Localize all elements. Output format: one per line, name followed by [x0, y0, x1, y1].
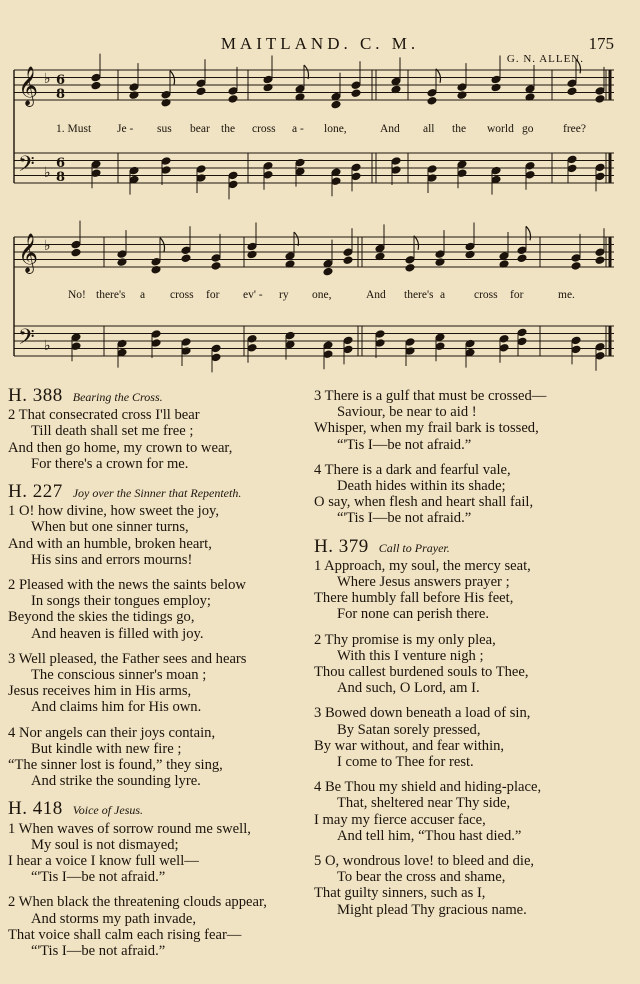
bass-note [499, 335, 509, 344]
verse [8, 503, 308, 568]
verse-line: 4 There is a dark and fearful vale, [314, 461, 511, 478]
bass-note [457, 160, 467, 169]
treble-note [129, 83, 139, 92]
bass-note [181, 338, 191, 347]
lyric-syllable: sus [157, 123, 172, 135]
hymn-title: Joy over the Sinner that Repenteth. [72, 486, 242, 501]
verse-line: And claims him for His own. [31, 699, 202, 716]
bass-note [595, 343, 605, 352]
lyric-syllable: me. [558, 289, 575, 301]
verse-spacer [8, 716, 308, 725]
verse-line: 2 Thy promise is my only plea, [314, 631, 496, 648]
verse-line: Thou callest burdened souls to Thee, [314, 664, 529, 681]
verse [8, 725, 308, 790]
bass-note [571, 345, 581, 354]
lyric-syllable: And [380, 123, 400, 135]
verse [314, 853, 636, 918]
lyric-syllable: the [452, 123, 467, 135]
treble-note [427, 89, 437, 98]
verse-line: For there's a crown for me. [31, 455, 189, 472]
bass-note [247, 344, 257, 353]
verse [8, 577, 308, 642]
verse-line: 2 That consecrated cross I'll bear [8, 407, 200, 424]
treble-note [151, 257, 161, 266]
note-flag [414, 236, 419, 250]
verse-line: 3 There is a gulf that must be crossed— [314, 388, 547, 404]
verse-line: 2 When black the threatening clouds appear, [8, 894, 267, 911]
treble-note [405, 264, 415, 273]
verse-line: With this I venture nigh ; [337, 647, 484, 664]
lyric-syllable: And [366, 289, 386, 301]
bass-note [151, 339, 161, 348]
verse-line: And storms my path invade, [31, 910, 196, 927]
bass-note [375, 330, 385, 339]
verse-line: 1 O! how divine, how sweet the joy, [8, 503, 220, 520]
bass-note [525, 162, 535, 171]
verse-line: Whisper, when my frail bark is tossed, [314, 420, 539, 437]
treble-clef-icon: 𝄞 [18, 66, 39, 106]
bass-note [435, 342, 445, 351]
verse-spacer [8, 568, 308, 577]
verse-line: To bear the cross and shame, [337, 869, 506, 886]
treble-note [435, 250, 445, 259]
treble-note [71, 240, 81, 249]
bass-note [91, 160, 101, 169]
verse-line: 1 When waves of sorrow round me swell, [8, 820, 251, 837]
treble-note [91, 73, 101, 82]
verse-line: And tell him, “Thou hast died.” [337, 827, 522, 844]
flat-icon: ♭ [44, 71, 51, 87]
verse-line: That, sheltered near Thy side, [337, 795, 511, 812]
verse-line: “'Tis I—be not afraid.” [337, 436, 472, 453]
bass-note [567, 164, 577, 173]
verse-line: And then go home, my crown to wear, [8, 439, 233, 456]
bass-note [323, 350, 333, 359]
hymn-heading [314, 535, 636, 557]
flat-icon: ♭ [44, 238, 51, 254]
verse-line: His sins and errors mourns! [31, 551, 193, 568]
bass-note [161, 166, 171, 175]
verse-spacer [314, 453, 636, 462]
verse [8, 651, 308, 716]
bass-note [427, 165, 437, 174]
verse [314, 705, 636, 770]
treble-note [517, 246, 527, 255]
treble-note [117, 250, 127, 259]
flat-icon: ♭ [44, 165, 51, 181]
treble-note [571, 254, 581, 263]
treble-note [571, 262, 581, 271]
treble-note [595, 256, 605, 265]
verse-line: When but one sinner turns, [31, 519, 189, 536]
bass-note [71, 342, 81, 351]
bass-note [405, 338, 415, 347]
verse [314, 462, 636, 527]
treble-note [228, 95, 238, 104]
verse-line: My soul is not dismayed; [31, 836, 179, 853]
treble-note [211, 254, 221, 263]
verse-line: And heaven is filled with joy. [31, 625, 204, 642]
bass-note [211, 344, 221, 353]
verse-line: “'Tis I—be not afraid.” [337, 510, 472, 527]
verse [8, 821, 308, 886]
verse-line: 1 Approach, my soul, the mercy seat, [314, 557, 531, 574]
bass-note [331, 177, 341, 186]
verse-line: There humbly fall before His feet, [314, 590, 514, 607]
bass-note [91, 169, 101, 178]
treble-note [351, 81, 361, 90]
lyric-syllable: a [140, 289, 146, 301]
verse-spacer [8, 642, 308, 651]
bass-note [391, 166, 401, 175]
verse-line: Death hides within its shade; [337, 478, 506, 495]
verse-line: Till death shall set me free ; [31, 423, 194, 440]
verse-line: Jesus receives him in His arms, [8, 683, 192, 700]
treble-note [161, 90, 171, 99]
hymn-number: H. 379 [314, 535, 369, 557]
right-column [314, 388, 636, 918]
lyric-syllable: bear [190, 123, 210, 135]
treble-staff [14, 70, 614, 100]
hymn-title: Voice of Jesus. [72, 803, 144, 818]
bass-note [263, 162, 273, 171]
bass-note [71, 333, 81, 342]
lyric-syllable: world [487, 123, 514, 135]
verse [314, 558, 636, 623]
verse-line: I hear a voice I know full well— [8, 853, 199, 870]
bass-note [285, 331, 295, 340]
verse-line: O say, when flesh and heart shall fail, [314, 494, 534, 511]
verse-spacer [8, 885, 308, 894]
verse [8, 407, 308, 472]
bass-note [351, 172, 361, 181]
lyric-syllable: one, [312, 289, 332, 301]
verse [314, 388, 636, 453]
treble-note [405, 256, 415, 265]
music-score [0, 0, 640, 380]
verse-line: Saviour, be near to aid ! [337, 404, 477, 421]
verse [314, 779, 636, 844]
treble-note [391, 77, 401, 86]
bass-note [375, 339, 385, 348]
treble-note [263, 75, 273, 84]
bass-note [391, 157, 401, 166]
lyric-syllable: go [522, 123, 534, 135]
verse-line: And such, O Lord, am I. [337, 680, 480, 697]
treble-note [228, 87, 238, 96]
verse-line: For none can perish there. [337, 606, 489, 623]
treble-note [181, 246, 191, 255]
verse-spacer [314, 844, 636, 853]
bass-note [343, 345, 353, 354]
bass-note [457, 169, 467, 178]
bass-note [211, 353, 221, 362]
verse-spacer [314, 770, 636, 779]
bass-staff [14, 153, 614, 183]
lyric-syllable: Je - [117, 123, 134, 135]
treble-note [351, 89, 361, 98]
time-signature: 6 [56, 156, 66, 171]
verse-line: “'Tis I—be not afraid.” [31, 943, 166, 960]
tune-title: MAITLAND. C. M. [220, 34, 420, 53]
composer-credit: G. N. ALLEN. [506, 53, 584, 65]
verse-line: 2 Pleased with the news the saints below [8, 577, 246, 594]
treble-note [517, 254, 527, 263]
verse-line: Beyond the skies the tidings go, [8, 609, 195, 626]
hymn-number: H. 227 [8, 481, 63, 503]
note-flag [304, 65, 309, 79]
bass-note [196, 165, 206, 174]
treble-note [595, 87, 605, 96]
lyric-syllable: a - [292, 123, 304, 135]
lyric-syllable: cross [252, 123, 276, 135]
bass-clef-icon: 𝄢 [18, 152, 35, 182]
lyric-syllable: a [440, 289, 446, 301]
note-flag [526, 226, 531, 240]
verse-line: That voice shall calm each rising fear— [8, 926, 242, 943]
bass-note [595, 352, 605, 361]
lyric-syllable: ev' - [243, 289, 263, 301]
treble-note [427, 97, 437, 106]
bass-note [567, 155, 577, 164]
bass-note [295, 167, 305, 176]
bass-note [595, 172, 605, 181]
lyric-syllable: there's [404, 289, 434, 301]
treble-note [295, 85, 305, 94]
verse-line: The conscious sinner's moan ; [31, 667, 207, 684]
bass-note [285, 340, 295, 349]
note-flag [576, 59, 581, 73]
verse-line: 4 Be Thou my shield and hiding-place, [314, 779, 542, 796]
verse [314, 632, 636, 697]
lyric-syllable: 1. Must [56, 123, 92, 135]
verse-line: And strike the sounding lyre. [31, 773, 201, 790]
flat-icon: ♭ [44, 338, 51, 354]
verse-line: 4 Nor angels can their joys contain, [8, 724, 216, 741]
bass-note [151, 330, 161, 339]
bass-note [525, 171, 535, 180]
bass-note [247, 335, 257, 344]
time-signature: 8 [56, 87, 66, 102]
verse-line: Where Jesus answers prayer ; [337, 574, 510, 591]
treble-note [211, 262, 221, 271]
lyric-syllable: there's [96, 289, 126, 301]
treble-note [595, 248, 605, 257]
bass-clef-icon: 𝄢 [18, 325, 35, 355]
verse-line: By war without, and fear within, [314, 737, 505, 754]
lyric-syllable: ry [279, 289, 289, 301]
hymn-number: H. 388 [8, 385, 63, 406]
page-number: 175 [588, 34, 614, 53]
bass-note [435, 333, 445, 342]
bass-note [263, 171, 273, 180]
treble-note [247, 242, 257, 251]
treble-note [567, 87, 577, 96]
lyric-syllable: the [221, 123, 236, 135]
verse-line: That guilty sinners, such as I, [314, 885, 486, 902]
verse-line: I may my fierce accuser face, [314, 811, 486, 828]
bass-note [571, 336, 581, 345]
treble-note [457, 83, 467, 92]
hymn-heading [8, 798, 308, 820]
verse-line: “The sinner lost is found,” they sing, [8, 757, 223, 774]
treble-note [343, 256, 353, 265]
lyric-syllable: free? [563, 123, 586, 135]
treble-note [375, 244, 385, 253]
treble-note [499, 252, 509, 261]
treble-note [71, 248, 81, 257]
bass-note [517, 328, 527, 337]
verse-line: By Satan sorely pressed, [337, 721, 481, 738]
verse-line: 3 Bowed down beneath a load of sin, [314, 705, 531, 722]
note-flag [436, 69, 441, 83]
lyric-syllable: cross [474, 289, 498, 301]
bass-note [295, 158, 305, 167]
treble-note [343, 248, 353, 257]
bass-note [161, 157, 171, 166]
verse-line: But kindle with new fire ; [31, 740, 182, 757]
bass-note [228, 171, 238, 180]
left-column [8, 385, 308, 960]
verse-line: I come to Thee for rest. [337, 754, 474, 771]
verse-line: And with an humble, broken heart, [8, 535, 212, 552]
treble-note [181, 254, 191, 263]
verse [8, 894, 308, 959]
hymn-number: H. 418 [8, 798, 63, 820]
verse-line: “'Tis I—be not afraid.” [31, 869, 166, 886]
treble-note [91, 81, 101, 90]
bass-note [517, 337, 527, 346]
verse-spacer [314, 623, 636, 632]
lyric-syllable: No! [68, 289, 86, 301]
verse-line: In songs their tongues employ; [31, 593, 211, 610]
hymn-title: Bearing the Cross. [72, 390, 163, 404]
treble-note [196, 87, 206, 96]
bass-note [499, 344, 509, 353]
treble-note [595, 95, 605, 104]
bass-note [595, 163, 605, 172]
note-flag [294, 232, 299, 246]
lyric-syllable: lone, [324, 123, 347, 135]
hymn-heading [8, 385, 308, 406]
treble-note [525, 85, 535, 94]
treble-note [331, 100, 341, 109]
lyric-syllable: for [206, 289, 220, 301]
verse-spacer [314, 696, 636, 705]
treble-note [196, 79, 206, 88]
treble-note [285, 252, 295, 261]
hymn-title: Call to Prayer. [378, 540, 450, 555]
treble-note [491, 75, 501, 84]
time-signature: 8 [56, 170, 66, 185]
lyric-syllable: cross [170, 289, 194, 301]
bass-note [351, 163, 361, 172]
verse-line: 3 Well pleased, the Father sees and hears [8, 650, 247, 667]
treble-clef-icon: 𝄞 [18, 233, 39, 273]
hymn-heading [8, 481, 308, 503]
lyric-syllable: all [423, 123, 435, 135]
bass-note [228, 180, 238, 189]
treble-note [465, 242, 475, 251]
time-signature: 6 [56, 73, 66, 88]
lyric-syllable: for [510, 289, 524, 301]
verse-line: Might plead Thy gracious name. [337, 901, 527, 918]
treble-note [567, 79, 577, 88]
bass-note [343, 336, 353, 345]
verse-line: 5 O, wondrous love! to bleed and die, [314, 853, 535, 870]
treble-note [323, 267, 333, 276]
